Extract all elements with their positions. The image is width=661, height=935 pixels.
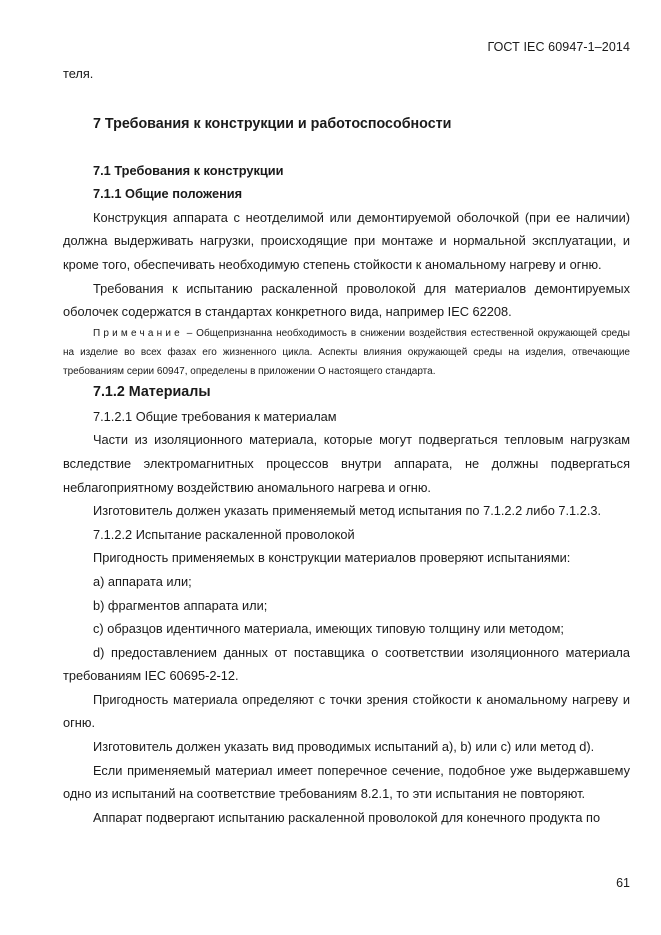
paragraph: Аппарат подвергают испытанию раскаленной проволокой для конечного продукта по [93, 809, 601, 825]
continuation-text: теля. [63, 66, 94, 81]
paragraph: Изготовитель должен указать вид проводимых испытаний a), b) или c) или метод d). [93, 739, 595, 755]
paragraph: Конструкция аппарата с неотделимой или демонтируемой оболочкой (при ее наличии) должна выдерживать нагрузки, происходящие при монтаже и нормальной эксплуатации, и кроме того, обеспечивать необходимую степень стойкости к аномальному нагреву и огню. [63, 209, 630, 272]
list-item: a) аппарата или; [93, 573, 192, 589]
note [63, 324, 630, 381]
subsection-7-1-2-title: 7.1.2 Материалы [93, 383, 211, 400]
page-number: 61 [616, 876, 630, 890]
note-text: – Общепризнанна необходимость в снижении воздействия естественной окружающей среды на изделие во всех фазах его жизненного цикла. Аспекты влияния окружающей среды на изделия, отвечающие требованиям серии 60947, определены в приложении О настоящего стандарта. [63, 327, 630, 377]
subsection-7-1-1-title: 7.1.1 Общие положения [93, 186, 243, 202]
section-title: 7 Требования к конструкции и работоспособности [93, 115, 452, 132]
subsection-7-1-2-1-title: 7.1.2.1 Общие требования к материалам [93, 408, 337, 424]
subsection-7-1-2-2-title: 7.1.2.2 Испытание раскаленной проволокой [93, 526, 355, 542]
paragraph: Пригодность применяемых в конструкции материалов проверяют испытаниями: [93, 550, 571, 566]
paragraph: Изготовитель должен указать применяемый метод испытания по 7.1.2.2 либо 7.1.2.3. [93, 503, 602, 519]
note-lead: Примечание [93, 327, 183, 339]
page-content [63, 62, 630, 829]
list-item: c) образцов идентичного материала, имеющих типовую толщину или методом; [93, 621, 564, 637]
list-item: d) предоставлением данных от поставщика о соответствии изоляционного материала требованиям IEC 60695-2-12. [63, 644, 630, 684]
list-item: b) фрагментов аппарата или; [93, 597, 268, 613]
subsection-7-1-title: 7.1 Требования к конструкции [93, 162, 284, 178]
paragraph: Требования к испытанию раскаленной проволокой для материалов демонтируемых оболочек содержатся в стандартах конкретного вида, например IEC 62208. [63, 280, 630, 320]
paragraph: Части из изоляционного материала, которые могут подвергаться тепловым нагрузкам вследствие электромагнитных процессов внутри аппарата, не должны подвергаться неблагоприятному воздействию аномального нагрева и огню. [63, 432, 630, 495]
paragraph: Пригодность материала определяют с точки зрения стойкости к аномальному нагреву и огню. [63, 691, 630, 731]
standard-header: ГОСТ IEC 60947-1–2014 [487, 40, 630, 54]
paragraph: Если применяемый материал имеет поперечное сечение, подобное уже выдержавшему одно из испытаний на соответствие требованиям 8.2.1, то эти испытания не повторяют. [63, 762, 630, 802]
